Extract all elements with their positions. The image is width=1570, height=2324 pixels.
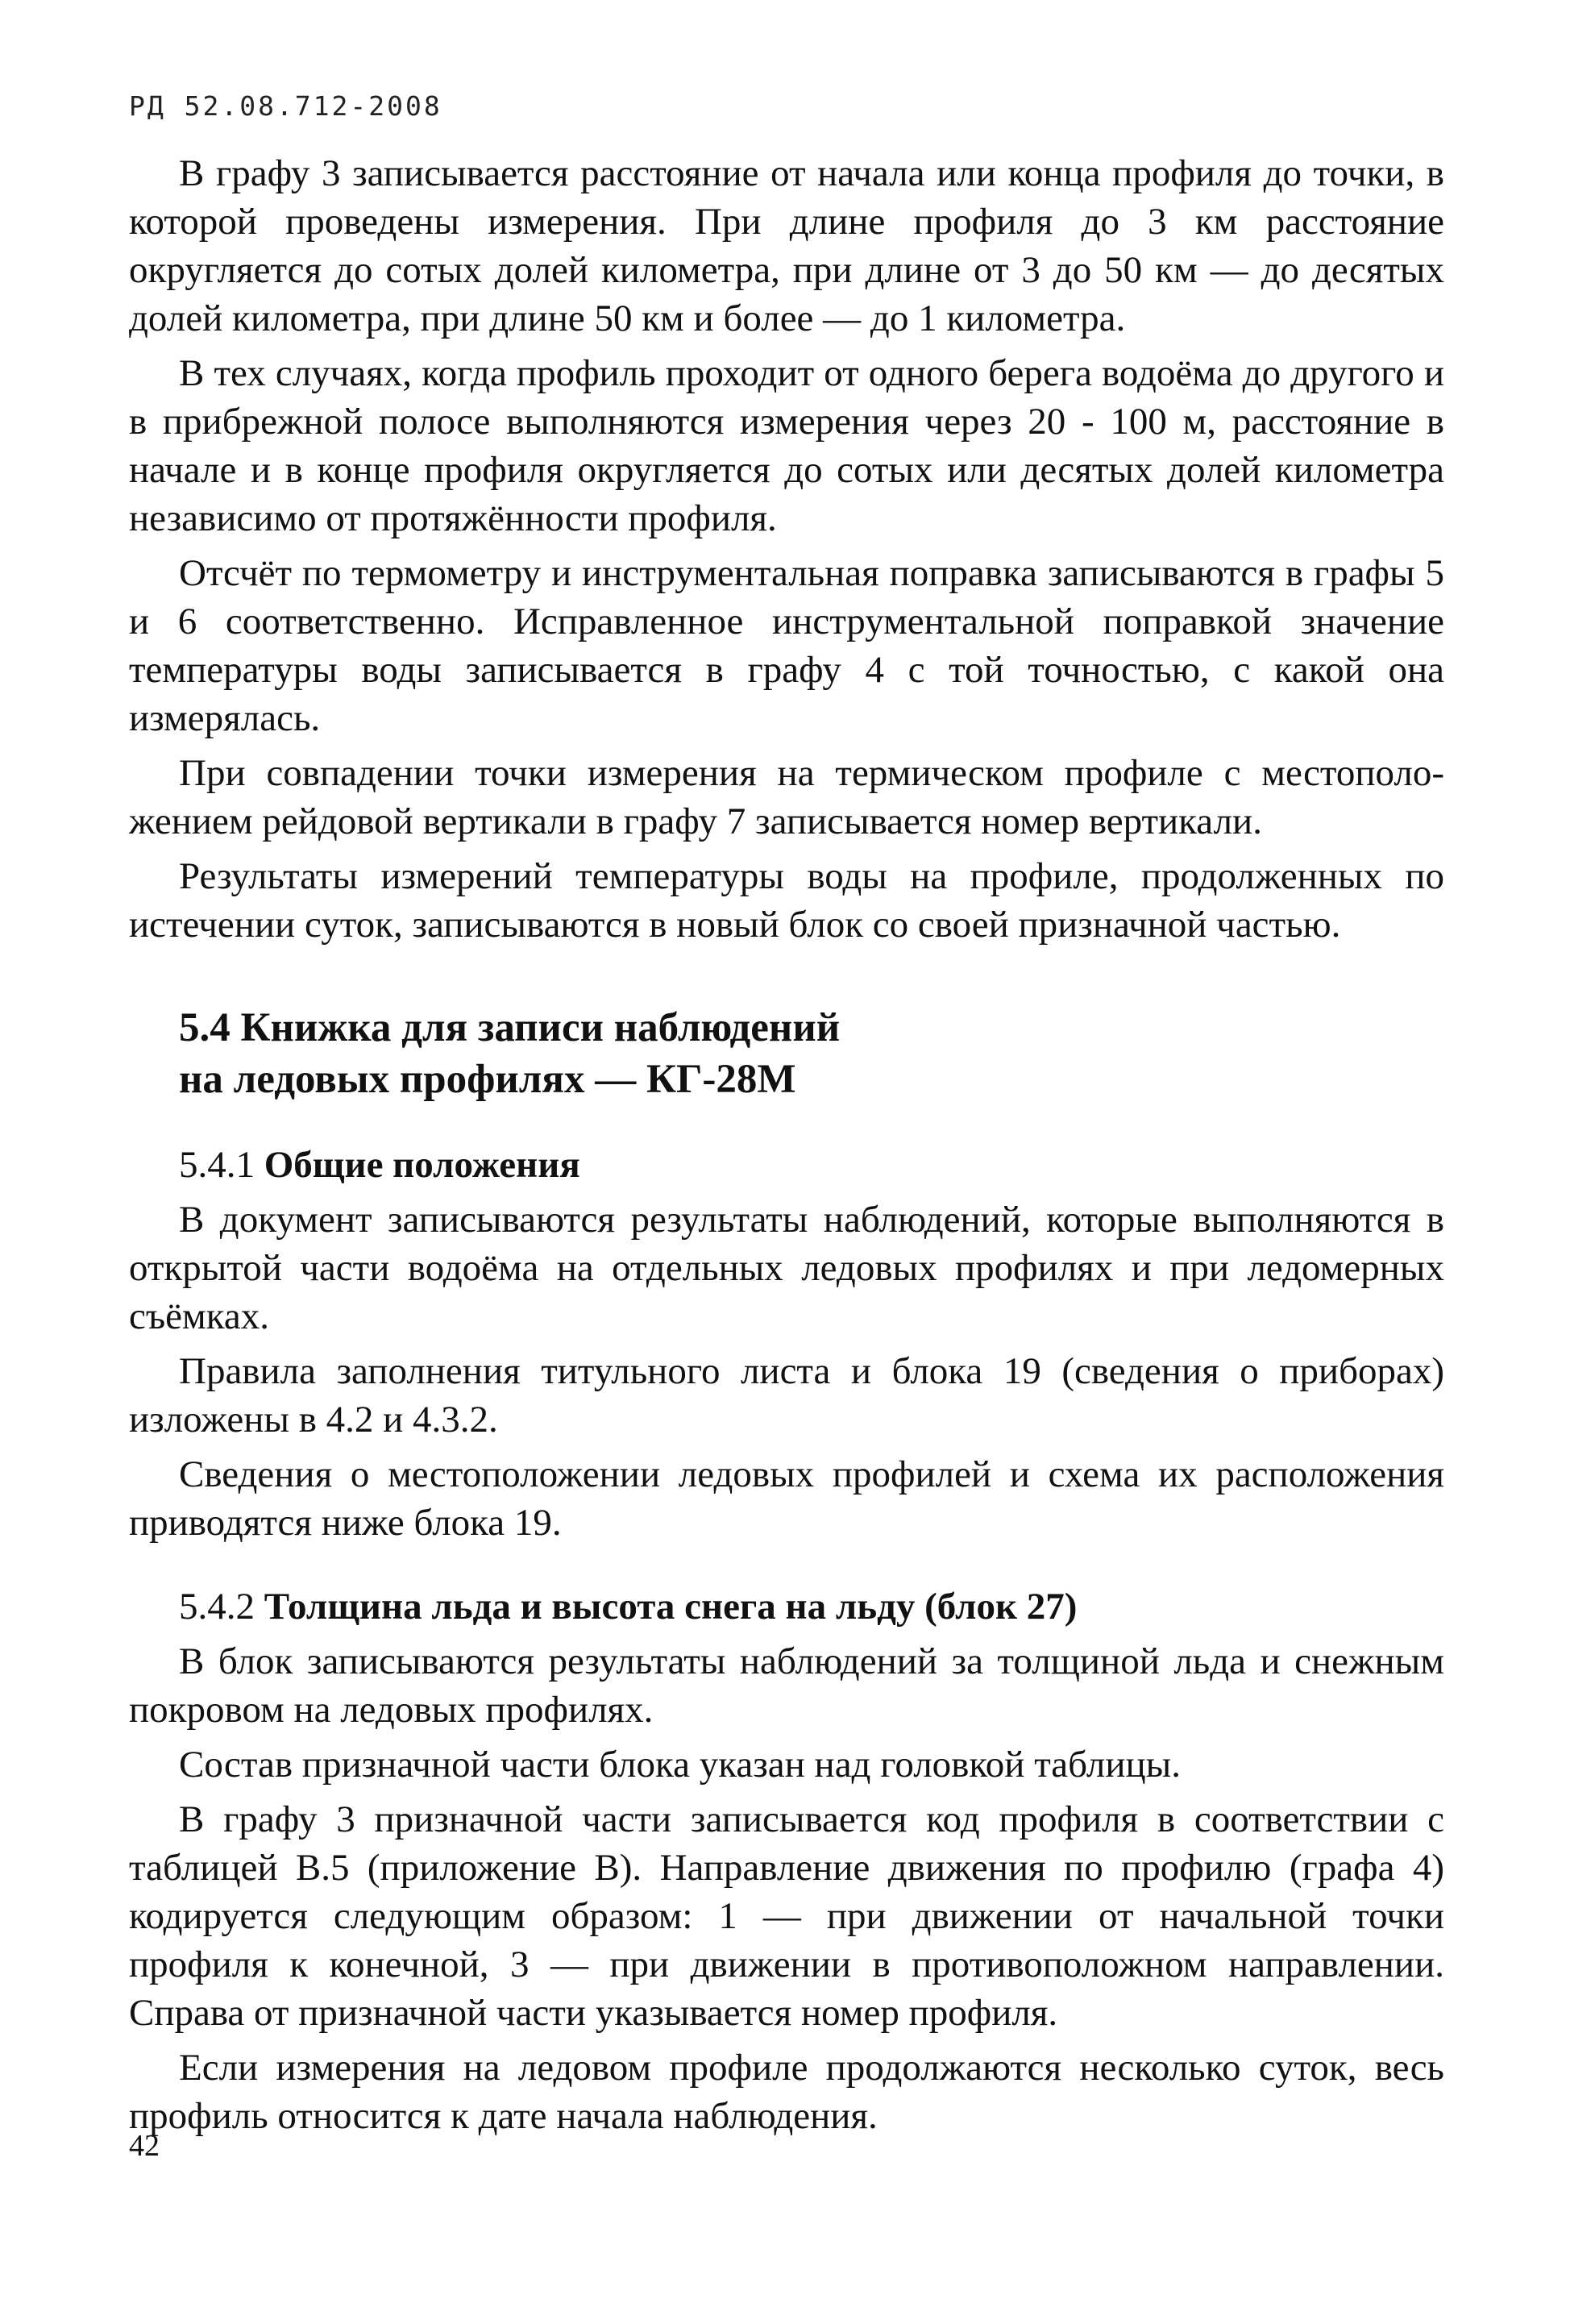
paragraph: Если измерения на ледовом профиле продолжаются несколько суток, весь профиль относится к дате начала наблюдения. bbox=[129, 2047, 1444, 2137]
subsection-number: 5.4.1 bbox=[179, 1144, 255, 1186]
document-code-header: РД 52.08.712-2008 bbox=[129, 90, 442, 122]
subsection-title: Толщина льда и высота снега на льду (блок 27) bbox=[264, 1586, 1078, 1628]
paragraph: В блок записываются результаты наблюдений за толщиной льда и снежным покровом на ледовых профилях. bbox=[129, 1640, 1444, 1731]
paragraph: Результаты измерений температуры воды на профиле, продолженных по истечении суток, записываются в новый блок со своей призначной частью. bbox=[129, 855, 1444, 946]
section-heading-line-1: 5.4 Книжка для записи наблюдений bbox=[179, 1005, 841, 1050]
subsection-number: 5.4.2 bbox=[179, 1586, 255, 1628]
subsection-heading-ice-thickness bbox=[129, 1582, 1444, 1631]
paragraph: Состав призначной части блока указан над головкой таблицы. bbox=[179, 1744, 1181, 1786]
paragraph: В графу 3 призначной части записывается код профиля в соответствии с таблицей В.5 (приложение В). Направление движения по профилю (графа 4) кодируется следующим образом: 1 — при движении от начальной точки профиля к конечной, 3 — при движении в противоположном направлении. Справа от призначной части указывается номер профиля. bbox=[129, 1798, 1444, 2034]
subsection-title: Общие положения bbox=[264, 1144, 580, 1186]
paragraph: Сведения о местоположении ледовых профилей и схема их расположения приводятся ниже блока 19. bbox=[129, 1453, 1444, 1544]
section-heading bbox=[129, 1002, 1444, 1105]
paragraph: При совпадении точки измерения на термическом профиле с местоположением рейдовой вертикали в графу 7 записывается номер вертикали. bbox=[129, 752, 1444, 842]
page-number: 42 bbox=[129, 2129, 160, 2163]
paragraph: Правила заполнения титульного листа и блока 19 (сведения о приборах) изложены в 4.2 и 4.3.2. bbox=[129, 1350, 1444, 1441]
paragraph: В тех случаях, когда профиль проходит от одного берега водоёма до другого и в прибрежной полосе выполняются измерения через 20 - 100 м, расстояние в начале и в конце профиля округляется до сотых или десятых долей километра независимо от протяжённости профиля. bbox=[129, 352, 1444, 539]
section-heading-line-2: на ледовых профилях — КГ-28М bbox=[179, 1057, 796, 1102]
paragraph: В графу 3 записывается расстояние от начала или конца профиля до точки, в которой проведены измерения. При длине профиля до 3 км расстояние округляется до сотых долей километра, при длине от 3 до 50 км — до десятых долей километра, при длине 50 км и более — до 1 километра. bbox=[129, 152, 1444, 339]
paragraph: Отсчёт по термометру и инструментальная поправка записываются в графы 5 и 6 соответственно. Исправленное инструментальной поправкой значение температуры воды записывается в графу 4 с той точностью, с какой она измерялась. bbox=[129, 552, 1444, 739]
page-content bbox=[129, 149, 1444, 2147]
paragraph: В документ записываются результаты наблюдений, которые выполняются в открытой части водоёма на отдельных ледовых профилях и при ледомерных съёмках. bbox=[129, 1199, 1444, 1337]
subsection-heading-general bbox=[129, 1141, 1444, 1189]
